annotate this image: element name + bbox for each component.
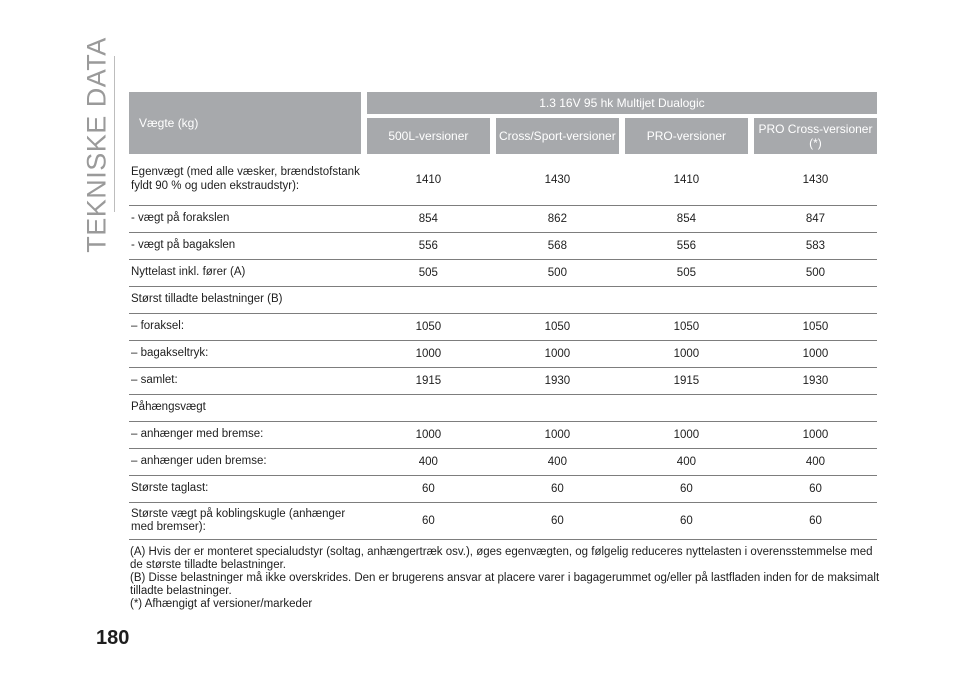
table-row: [129, 449, 877, 476]
table-row: [129, 422, 877, 449]
cell-value: [754, 287, 877, 314]
table-row: [129, 154, 877, 206]
cell-value: 60: [625, 476, 748, 503]
row-label: - vægt på bagakslen: [129, 233, 361, 260]
cell-value: 60: [754, 476, 877, 503]
cell-value: 583: [754, 233, 877, 260]
cell-value: 1915: [367, 368, 490, 395]
column-header: PRO Cross-versioner (*): [754, 116, 877, 154]
cell-value: [754, 395, 877, 422]
cell-value: 1915: [625, 368, 748, 395]
table-row: [129, 341, 877, 368]
table-row: [129, 287, 877, 314]
column-header: Cross/Sport-versioner: [496, 116, 619, 154]
cell-value: 505: [367, 260, 490, 287]
row-label: – samlet:: [129, 368, 361, 395]
cell-value: 1050: [625, 314, 748, 341]
cell-value: 1050: [496, 314, 619, 341]
row-label: – anhænger med bremse:: [129, 422, 361, 449]
cell-value: 1050: [754, 314, 877, 341]
cell-value: 1050: [367, 314, 490, 341]
cell-value: [496, 395, 619, 422]
cell-value: 60: [754, 503, 877, 540]
weights-table: [129, 92, 877, 540]
cell-value: 862: [496, 206, 619, 233]
table-row: [129, 503, 877, 540]
cell-value: 1000: [367, 422, 490, 449]
column-header: PRO-versioner: [625, 116, 748, 154]
cell-value: 400: [367, 449, 490, 476]
table-row: [129, 395, 877, 422]
cell-value: [625, 287, 748, 314]
cell-value: 1410: [625, 154, 748, 206]
footnote: (*) Afhængigt af versioner/markeder: [130, 598, 313, 610]
cell-value: 1930: [754, 368, 877, 395]
cell-value: [625, 395, 748, 422]
row-label: Største vægt på koblingskugle (anhænger med bremser):: [129, 503, 361, 540]
row-label: Størst tilladte belastninger (B): [129, 287, 361, 314]
cell-value: 400: [496, 449, 619, 476]
cell-value: 1000: [496, 341, 619, 368]
cell-value: 500: [496, 260, 619, 287]
footnotes: [130, 546, 880, 611]
row-label: Egenvægt (med alle væsker, brændstofstank fyldt 90 % og uden ekstraudstyr):: [129, 154, 361, 206]
row-label: Påhængsvægt: [129, 395, 361, 422]
table-row: [129, 206, 877, 233]
table-row: [129, 314, 877, 341]
section-title-text: TEKNISKE DATA: [81, 37, 112, 253]
weights-header: Vægte (kg): [129, 92, 361, 154]
row-label: – anhænger uden bremse:: [129, 449, 361, 476]
cell-value: 568: [496, 233, 619, 260]
table-row: [129, 476, 877, 503]
cell-value: 1000: [367, 341, 490, 368]
engine-header: 1.3 16V 95 hk Multijet Dualogic: [367, 92, 877, 116]
cell-value: 400: [754, 449, 877, 476]
row-label: – bagakseltryk:: [129, 341, 361, 368]
cell-value: 556: [625, 233, 748, 260]
table-row: [129, 368, 877, 395]
table-row: [129, 260, 877, 287]
cell-value: 1000: [625, 341, 748, 368]
cell-value: 60: [496, 503, 619, 540]
row-label: Største taglast:: [129, 476, 361, 503]
column-header: 500L-versioner: [367, 116, 490, 154]
cell-value: [496, 287, 619, 314]
cell-value: 1000: [754, 341, 877, 368]
cell-value: 1000: [625, 422, 748, 449]
cell-value: 400: [625, 449, 748, 476]
cell-value: 556: [367, 233, 490, 260]
cell-value: 60: [496, 476, 619, 503]
section-divider: [114, 56, 115, 212]
cell-value: 60: [367, 503, 490, 540]
section-title-vertical: [81, 37, 112, 253]
cell-value: 1000: [754, 422, 877, 449]
row-label: - vægt på forakslen: [129, 206, 361, 233]
footnote: (A) Hvis der er monteret specialudstyr (soltag, anhængertræk osv.), øges egenvægten, og følgelig reduceres nyttelasten i overensstemmelse med de største tilladte belastninger.: [130, 546, 873, 571]
cell-value: 1430: [754, 154, 877, 206]
cell-value: 60: [367, 476, 490, 503]
cell-value: 1930: [496, 368, 619, 395]
page-number: 180: [96, 627, 130, 649]
cell-value: 854: [367, 206, 490, 233]
cell-value: 854: [625, 206, 748, 233]
cell-value: 1410: [367, 154, 490, 206]
cell-value: 1430: [496, 154, 619, 206]
footnote: (B) Disse belastninger må ikke overskrides. Den er brugerens ansvar at placere varer i bagagerummet og/eller på lastfladen inden for de maksimalt tilladte belastninger.: [130, 572, 880, 597]
row-label: – foraksel:: [129, 314, 361, 341]
cell-value: [367, 395, 490, 422]
cell-value: [367, 287, 490, 314]
cell-value: 1000: [496, 422, 619, 449]
cell-value: 500: [754, 260, 877, 287]
cell-value: 60: [625, 503, 748, 540]
table-row: [129, 233, 877, 260]
cell-value: 847: [754, 206, 877, 233]
row-label: Nyttelast inkl. fører (A): [129, 260, 361, 287]
cell-value: 505: [625, 260, 748, 287]
